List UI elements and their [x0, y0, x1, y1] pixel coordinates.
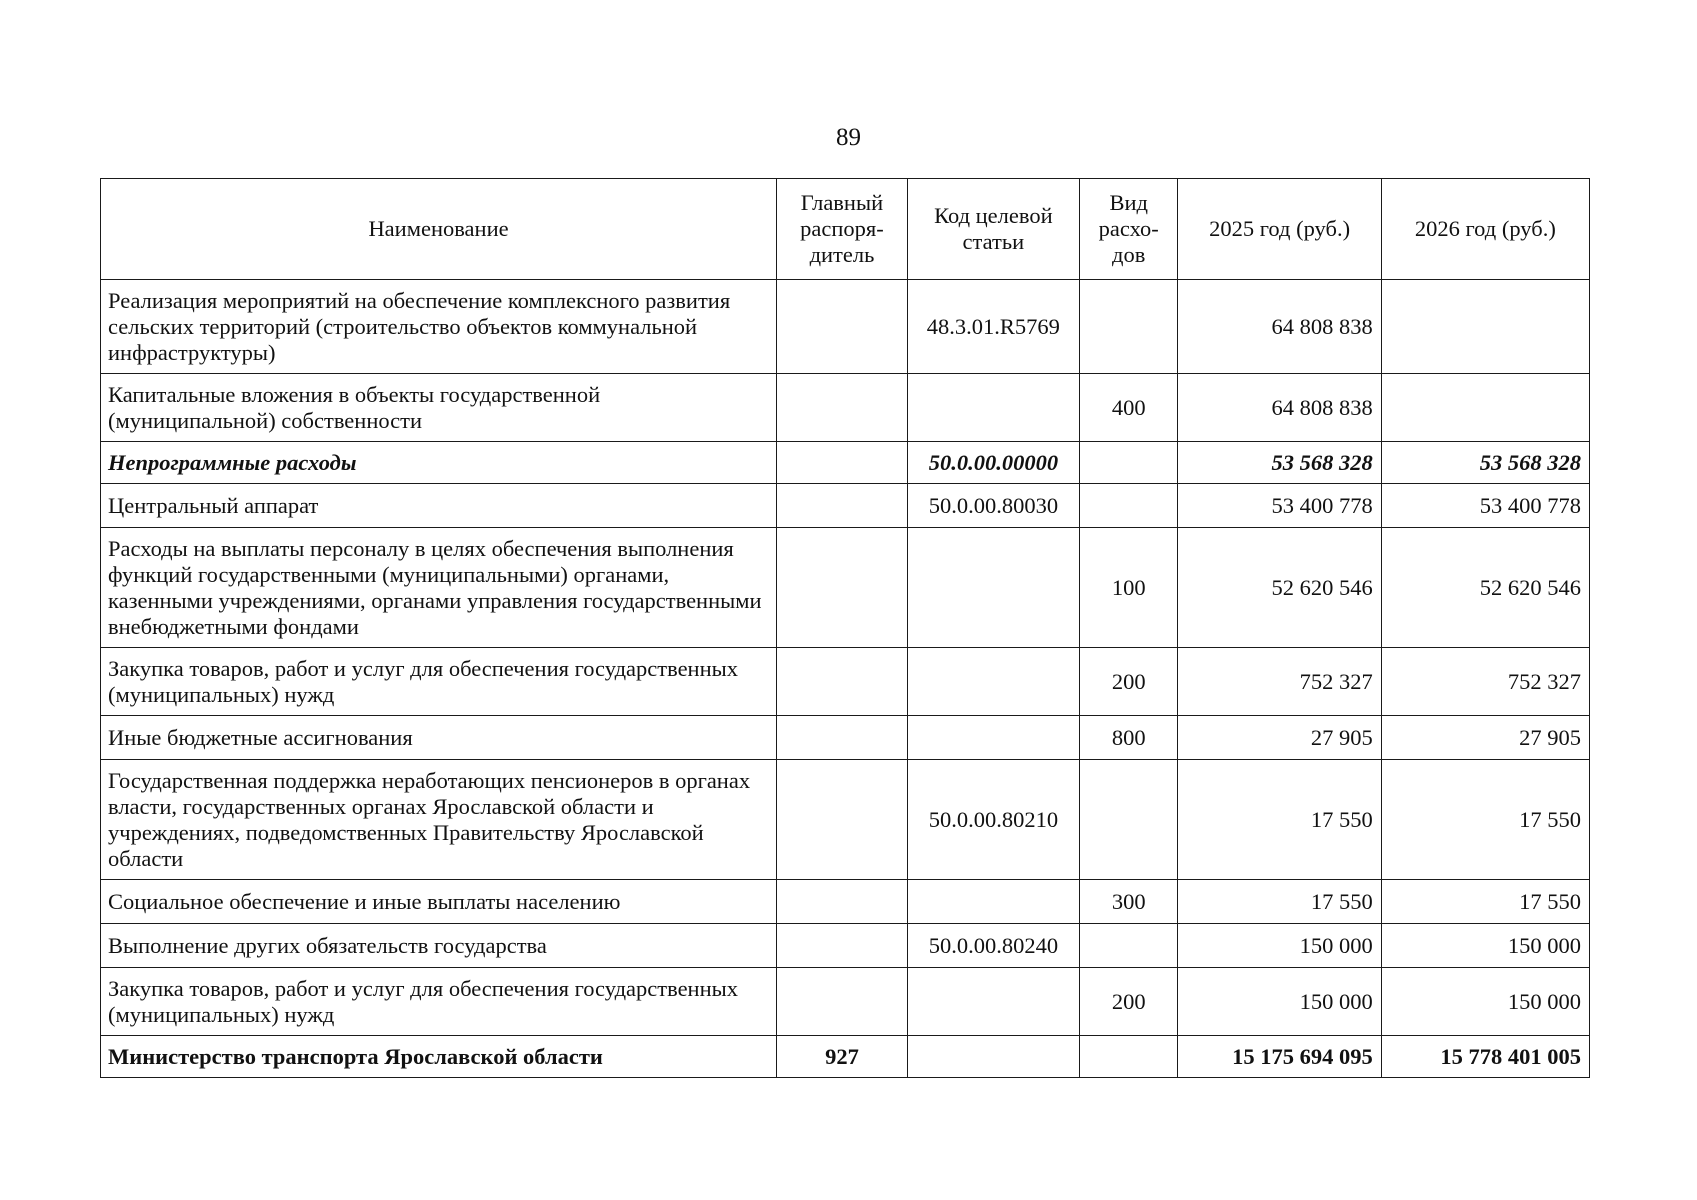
- cell-manager: [777, 968, 908, 1036]
- cell-type: [1079, 442, 1178, 484]
- page-number: 89: [836, 124, 861, 151]
- cell-2025: 64 808 838: [1178, 280, 1381, 374]
- cell-name: Закупка товаров, работ и услуг для обеспечения государственных (муниципальных) нужд: [101, 968, 777, 1036]
- cell-type: [1079, 280, 1178, 374]
- cell-2026: 15 778 401 005: [1381, 1036, 1589, 1078]
- cell-2025: 150 000: [1178, 968, 1381, 1036]
- cell-manager: 927: [777, 1036, 908, 1078]
- cell-code: 48.3.01.R5769: [907, 280, 1079, 374]
- cell-2025: 150 000: [1178, 924, 1381, 968]
- cell-type: 300: [1079, 880, 1178, 924]
- header-expense-type: Вид расхо-дов: [1079, 179, 1178, 280]
- table-row: [101, 968, 1590, 1036]
- cell-code: 50.0.00.80240: [907, 924, 1079, 968]
- budget-table: [100, 178, 1590, 1078]
- cell-code: [907, 648, 1079, 716]
- cell-2026: 53 400 778: [1381, 484, 1589, 528]
- cell-code: [907, 528, 1079, 648]
- cell-name: Расходы на выплаты персоналу в целях обеспечения выполнения функций государственными (муниципальными) органами, казенными учреждениями, органами управления государственными внебюджетными фондами: [101, 528, 777, 648]
- cell-type: 800: [1079, 716, 1178, 760]
- cell-2026: 150 000: [1381, 968, 1589, 1036]
- table-row: [101, 648, 1590, 716]
- cell-2025: 17 550: [1178, 760, 1381, 880]
- cell-name: Министерство транспорта Ярославской области: [101, 1036, 777, 1078]
- cell-name: Иные бюджетные ассигнования: [101, 716, 777, 760]
- cell-type: 100: [1079, 528, 1178, 648]
- cell-2025: 52 620 546: [1178, 528, 1381, 648]
- cell-type: [1079, 924, 1178, 968]
- cell-2025: 53 400 778: [1178, 484, 1381, 528]
- header-code: Код целевой статьи: [907, 179, 1079, 280]
- cell-manager: [777, 760, 908, 880]
- cell-type: [1079, 1036, 1178, 1078]
- cell-name: Реализация мероприятий на обеспечение комплексного развития сельских территорий (строительство объектов коммунальной инфраструктуры): [101, 280, 777, 374]
- cell-code: [907, 968, 1079, 1036]
- cell-name: Капитальные вложения в объекты государственной (муниципальной) собственности: [101, 374, 777, 442]
- cell-2025: 64 808 838: [1178, 374, 1381, 442]
- cell-name: Социальное обеспечение и иные выплаты населению: [101, 880, 777, 924]
- cell-code: [907, 880, 1079, 924]
- header-name: Наименование: [101, 179, 777, 280]
- header-2026: 2026 год (руб.): [1381, 179, 1589, 280]
- table-row: [101, 442, 1590, 484]
- cell-manager: [777, 528, 908, 648]
- table-row: [101, 374, 1590, 442]
- cell-2026: 52 620 546: [1381, 528, 1589, 648]
- cell-name: Непрограммные расходы: [101, 442, 777, 484]
- header-2025: 2025 год (руб.): [1178, 179, 1381, 280]
- cell-type: [1079, 484, 1178, 528]
- cell-name: Государственная поддержка неработающих пенсионеров в органах власти, государственных органах Ярославской области и учреждениях, подведомственных Правительству Ярославской области: [101, 760, 777, 880]
- cell-manager: [777, 374, 908, 442]
- cell-manager: [777, 648, 908, 716]
- cell-2026: [1381, 374, 1589, 442]
- cell-2026: 17 550: [1381, 760, 1589, 880]
- table-row: [101, 760, 1590, 880]
- table-row: [101, 280, 1590, 374]
- cell-type: 200: [1079, 648, 1178, 716]
- table-row: [101, 924, 1590, 968]
- cell-2026: 27 905: [1381, 716, 1589, 760]
- header-manager: Главный распоря-дитель: [777, 179, 908, 280]
- cell-2025: 53 568 328: [1178, 442, 1381, 484]
- cell-manager: [777, 484, 908, 528]
- cell-2025: 27 905: [1178, 716, 1381, 760]
- cell-manager: [777, 442, 908, 484]
- cell-manager: [777, 716, 908, 760]
- table-row: [101, 528, 1590, 648]
- cell-2026: [1381, 280, 1589, 374]
- table-row: [101, 880, 1590, 924]
- cell-2026: 150 000: [1381, 924, 1589, 968]
- header-row: [101, 179, 1590, 280]
- cell-name: Закупка товаров, работ и услуг для обеспечения государственных (муниципальных) нужд: [101, 648, 777, 716]
- cell-manager: [777, 924, 908, 968]
- table-body: [101, 280, 1590, 1078]
- cell-code: [907, 1036, 1079, 1078]
- cell-2026: 53 568 328: [1381, 442, 1589, 484]
- cell-2025: 15 175 694 095: [1178, 1036, 1381, 1078]
- cell-code: 50.0.00.80030: [907, 484, 1079, 528]
- cell-2026: 17 550: [1381, 880, 1589, 924]
- table-row: [101, 1036, 1590, 1078]
- cell-2026: 752 327: [1381, 648, 1589, 716]
- cell-type: [1079, 760, 1178, 880]
- cell-type: 400: [1079, 374, 1178, 442]
- table-row: [101, 716, 1590, 760]
- cell-2025: 752 327: [1178, 648, 1381, 716]
- cell-manager: [777, 280, 908, 374]
- cell-code: [907, 374, 1079, 442]
- cell-name: Центральный аппарат: [101, 484, 777, 528]
- cell-code: [907, 716, 1079, 760]
- cell-code: 50.0.00.00000: [907, 442, 1079, 484]
- cell-manager: [777, 880, 908, 924]
- cell-type: 200: [1079, 968, 1178, 1036]
- table-header: [101, 179, 1590, 280]
- cell-name: Выполнение других обязательств государства: [101, 924, 777, 968]
- table-row: [101, 484, 1590, 528]
- cell-2025: 17 550: [1178, 880, 1381, 924]
- cell-code: 50.0.00.80210: [907, 760, 1079, 880]
